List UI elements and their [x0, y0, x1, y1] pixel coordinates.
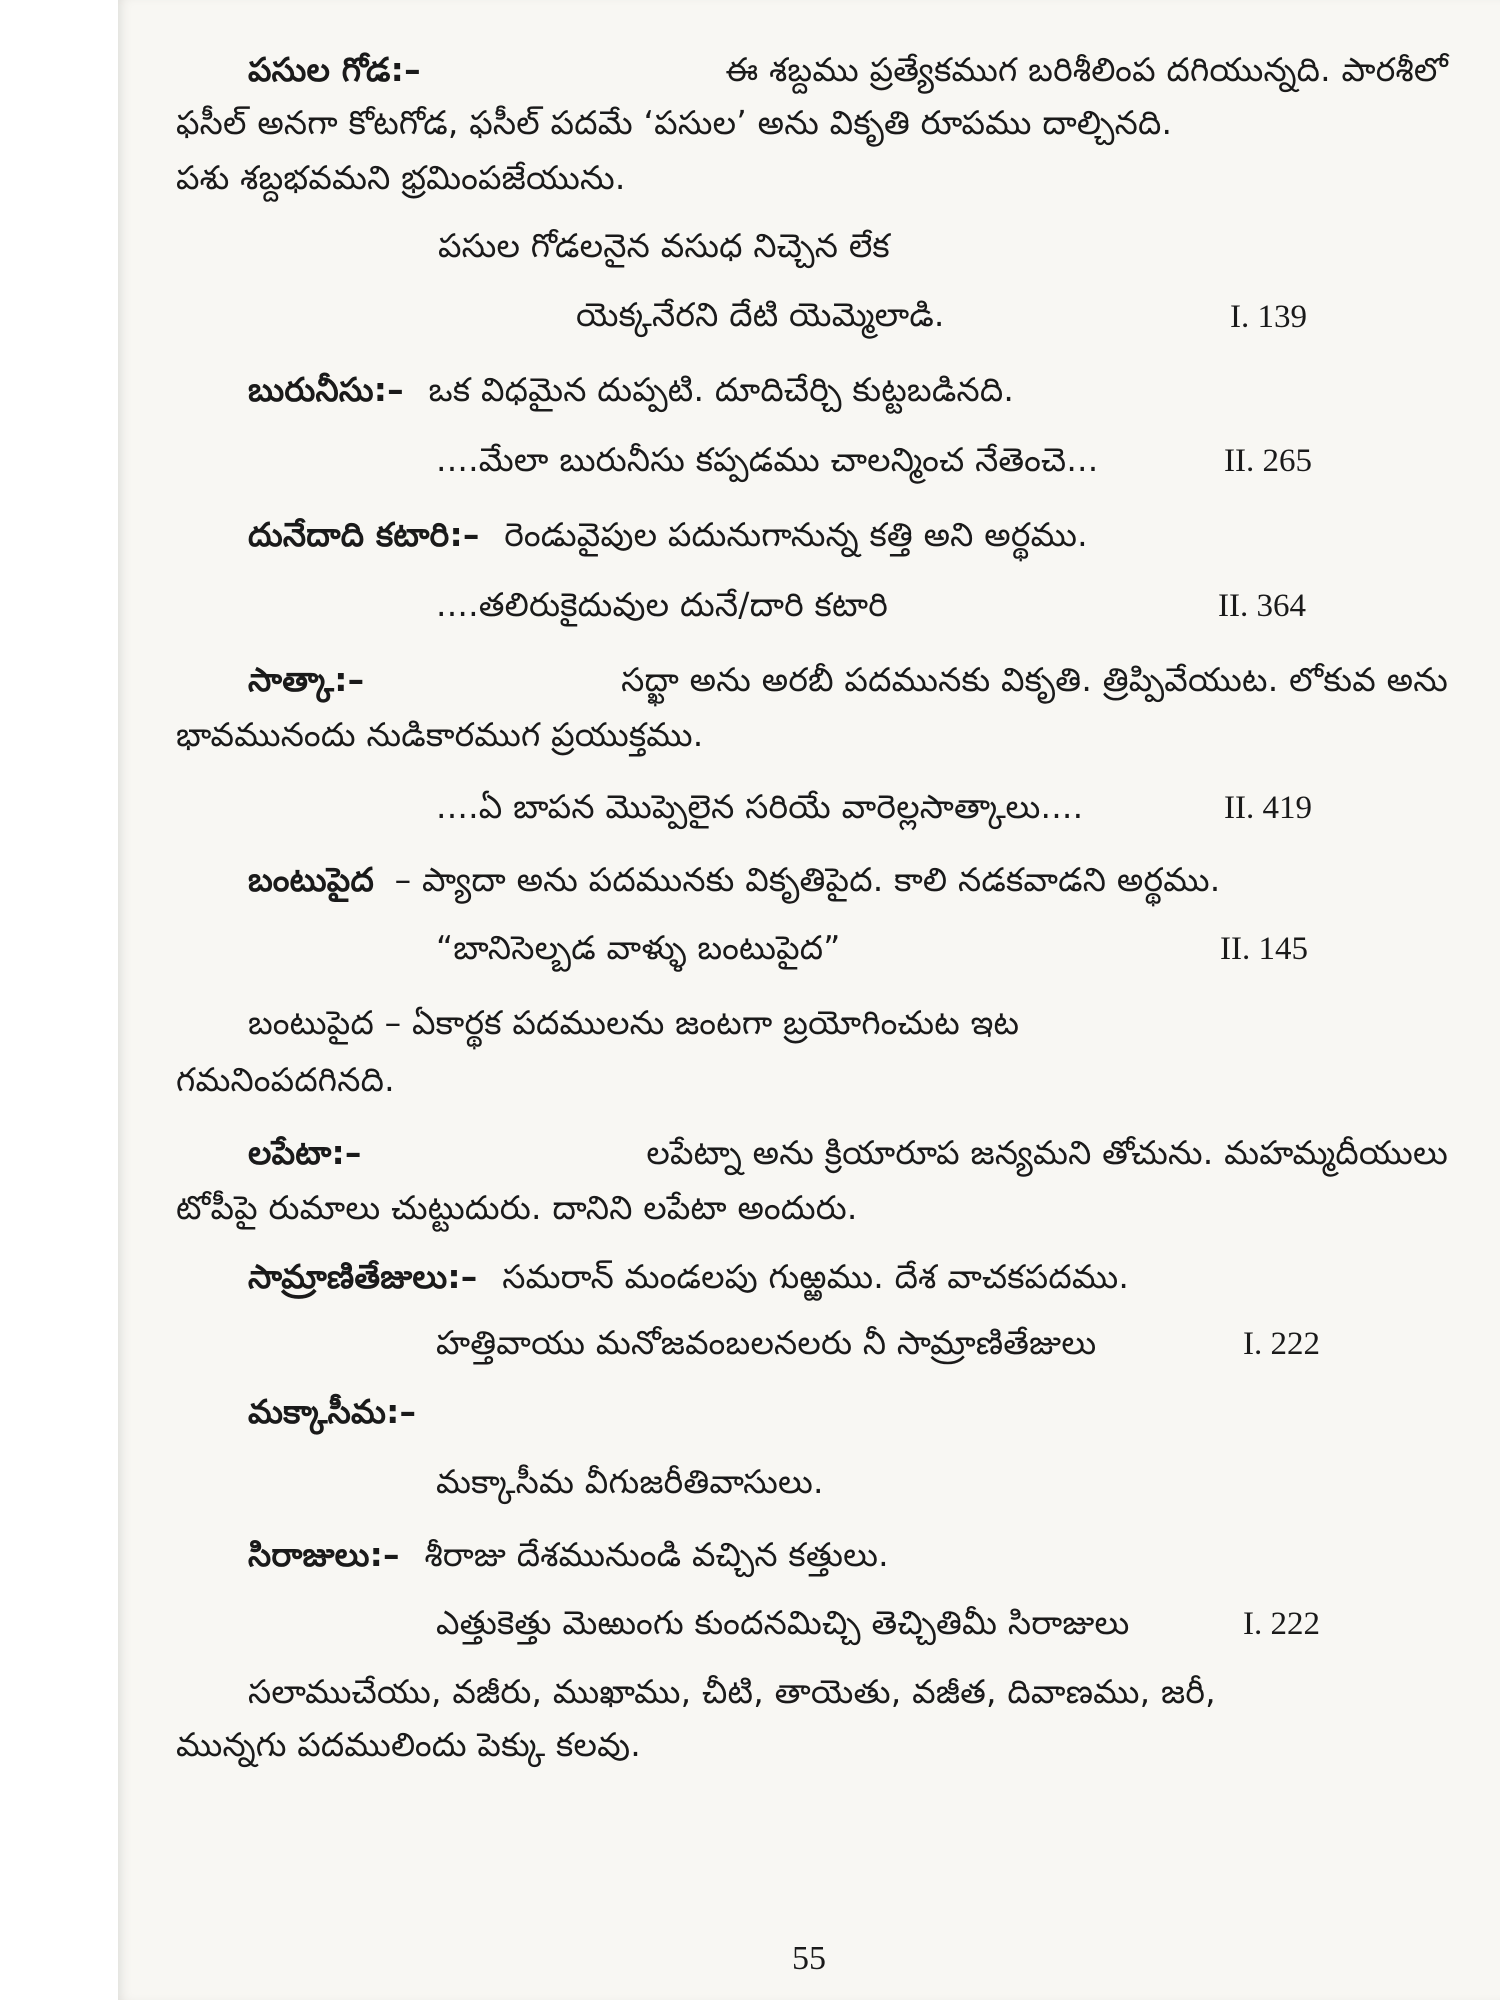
entry-term: బురునీసు:–	[248, 370, 404, 409]
entry-definition: రెండువైపుల పదునుగానున్న కత్తి అని అర్థము.	[504, 515, 1088, 554]
entry-definition-line: టోపీపై రుమాలు చుట్టుదురు. దానిని లపేటా అందురు.	[176, 1188, 858, 1227]
entry-samranitejulu	[248, 1257, 1129, 1297]
entry-pasula-goda-line1	[248, 50, 1448, 90]
page-content	[118, 0, 1500, 2000]
entry-definition: సమరాన్ మండలపు గుఱ్ఱము. దేశ వాచకపదము.	[502, 1257, 1130, 1296]
quote-line: పసుల గోడలనైన వసుధ నిచ్చెన లేక	[438, 226, 890, 265]
entry-definition: ఈ శబ్దము ప్రత్యేకముగ బరిశీలింప దగియున్నది. పారశీలో	[725, 50, 1448, 89]
citation-ref: II. 145	[1220, 931, 1308, 967]
entry-definition-line: పశు శబ్దభవమని భ్రమింపజేయును.	[176, 158, 626, 197]
entry-term: బంటుపైద	[248, 860, 374, 899]
entry-term: పసుల గోడ:–	[248, 50, 421, 89]
entry-lapeta-line1	[248, 1133, 1448, 1173]
citation-ref: II. 265	[1224, 443, 1312, 479]
quote-line: “బానిసెల్బడ వాళ్ళు బంటుపైద”	[436, 928, 841, 967]
note-line: సలాముచేయు, వజీరు, ముఖాము, చీటి, తాయెతు, వజీత, దివాణము, జరీ,	[248, 1672, 1216, 1711]
quote-line: మక్కాసీమ వీగుజరీతివాసులు.	[436, 1462, 824, 1501]
quote-line: హత్తివాయు మనోజవంబలనలరు నీ సామ్రాణితేజులు	[436, 1323, 1097, 1362]
entry-term: సిరాజులు:–	[248, 1535, 400, 1574]
note-line: బంటుపైద – ఏకార్థక పదములను జంటగా బ్రయోగించుట ఇట	[248, 1003, 1020, 1042]
entry-definition-line: ఫసీల్ అనగా కోటగోడ, ఫసీల్ పదమే ‘పసుల’ అను వికృతి రూపము దాల్చినది.	[176, 103, 1173, 142]
entry-term: సామ్రాణితేజులు:–	[248, 1257, 478, 1296]
entry-makkasima	[248, 1392, 416, 1432]
quote-line: ....ఏ బాపన మొప్పెలైన సరియే వారెల్లసాత్కాలు....	[436, 787, 1084, 826]
entry-burunisu	[248, 370, 1014, 410]
book-page	[118, 0, 1500, 2000]
entry-definition-line: భావమునందు నుడికారముగ ప్రయుక్తము.	[176, 715, 704, 754]
quote-line: ....తలిరుకైదువుల దునే/దారి కటారి	[436, 585, 889, 624]
quote-line: ఎత్తుకెత్తు మెఱుంగు కుందనమిచ్చి తెచ్చితిమీ సిరాజులు	[436, 1603, 1130, 1642]
entry-definition: – ప్యాదా అను పదమునకు వికృతిపైద. కాలి నడకవాడని అర్థము.	[394, 860, 1221, 899]
citation-ref: II. 364	[1218, 588, 1306, 624]
entry-term: దునేదాది కటారి:–	[248, 515, 480, 554]
page-number: 55	[792, 1940, 826, 1977]
note-line: గమనింపదగినది.	[176, 1060, 395, 1099]
note-line: మున్నగు పదములిందు పెక్కు కలవు.	[176, 1725, 641, 1764]
entry-definition: సద్ఖా అను అరబీ పదమునకు వికృతి. త్రిప్పివేయుట. లోకువ అను	[621, 660, 1448, 699]
entry-term: మక్కాసీమ:–	[248, 1392, 417, 1431]
entry-bantupaida	[248, 860, 1220, 900]
entry-satka-line1	[248, 660, 1448, 700]
entry-term: సాత్కా:–	[248, 660, 365, 699]
entry-definition: లపేట్నా అను క్రియారూప జన్యమని తోచును. మహమ్మదీయులు	[646, 1133, 1448, 1172]
entry-sirajulu	[248, 1535, 889, 1575]
citation-ref: I. 222	[1243, 1606, 1320, 1642]
citation-ref: II. 419	[1224, 790, 1312, 826]
entry-dunedadi-katari	[248, 515, 1088, 555]
quote-line: ....మేలా బురునీసు కప్పడము చాలన్మించ నేతెంచె...	[436, 440, 1099, 479]
quote-line: యెక్కనేరని దేటి యెమ్మెలాడి.	[576, 295, 945, 334]
entry-term: లపేటా:–	[248, 1133, 362, 1172]
citation-ref: I. 139	[1230, 299, 1307, 335]
entry-definition: ఒక విధమైన దుప్పటి. దూదిచేర్చి కుట్టబడినది.	[428, 370, 1015, 409]
citation-ref: I. 222	[1243, 1326, 1320, 1362]
entry-definition: శీరాజు దేశమునుండి వచ్చిన కత్తులు.	[424, 1535, 889, 1574]
